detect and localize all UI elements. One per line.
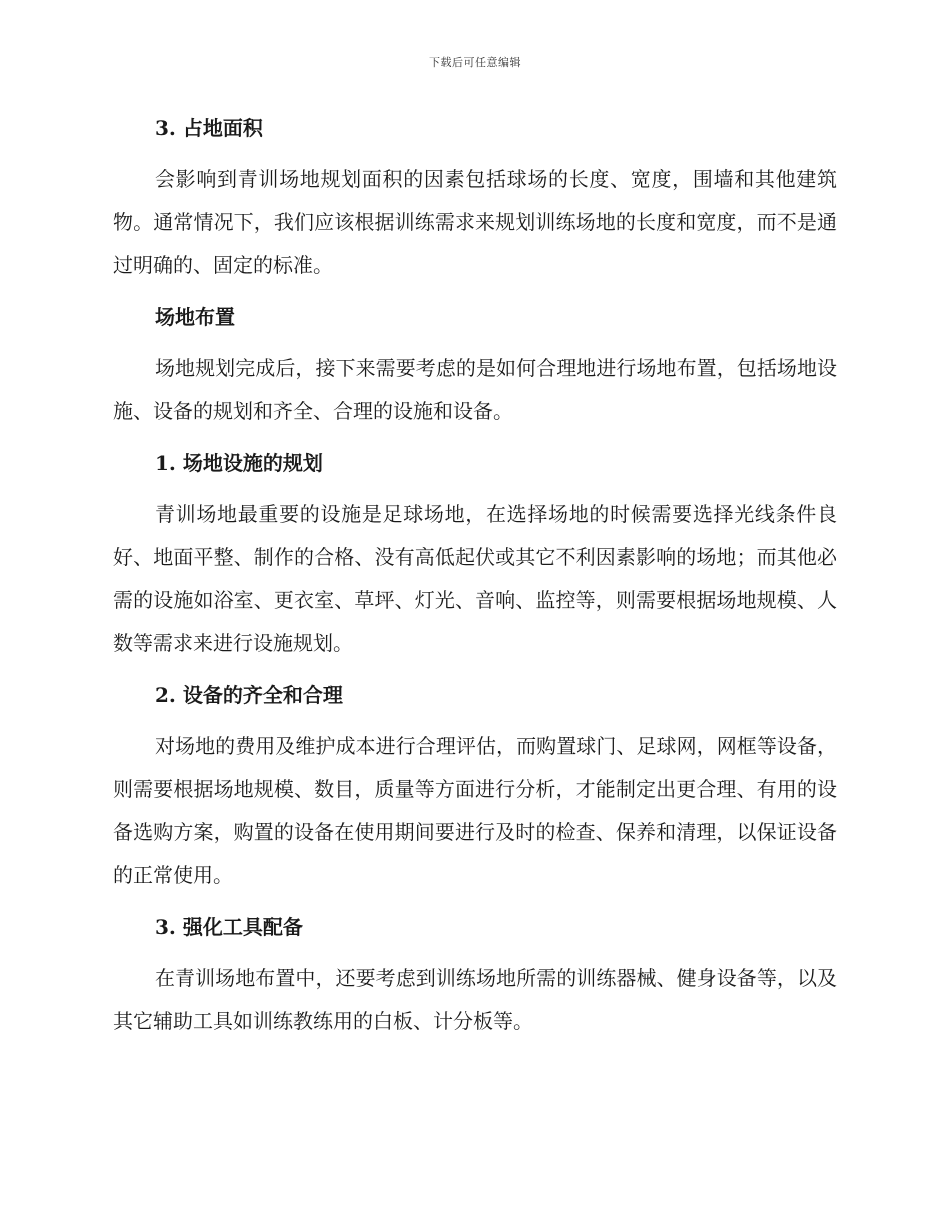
document-body <box>113 106 837 1051</box>
section-paragraph-land-area: 会影响到青训场地规划面积的因素包括球场的长度、宽度，围墙和其他建筑物。通常情况下，我们应该根据训练需求来规划训练场地的长度和宽度，而不是通过明确的、固定的标准。 <box>113 167 837 277</box>
section-paragraph-site-layout: 场地规划完成后，接下来需要考虑的是如何合理地进行场地布置，包括场地设施、设备的规划和齐全、合理的设施和设备。 <box>113 356 837 423</box>
section-paragraph-equipment: 对场地的费用及维护成本进行合理评估，而购置球门、足球网，网框等设备，则需要根据场地规模、数目，质量等方面进行分析，才能制定出更合理、有用的设备选购方案，购置的设备在使用期间要进行及时的检查、保养和清理，以保证设备的正常使用。 <box>113 734 837 887</box>
section-heading-tools: 3. 强化工具配备 <box>155 915 303 939</box>
section-paragraph-facility-planning: 青训场地最重要的设施是足球场地，在选择场地的时候需要选择光线条件良好、地面平整、制作的合格、没有高低起伏或其它不利因素影响的场地；而其他必需的设施如浴室、更衣室、草坪、灯光、音响、监控等，则需要根据场地规模、人数等需求来进行设施规划。 <box>113 502 837 655</box>
section-heading-facility-planning: 1. 场地设施的规划 <box>155 451 323 475</box>
header-note: 下载后可任意编辑 <box>429 56 521 69</box>
section-heading-site-layout: 场地布置 <box>155 305 235 329</box>
section-paragraph-tools: 在青训场地布置中，还要考虑到训练场地所需的训练器械、健身设备等，以及其它辅助工具如训练教练用的白板、计分板等。 <box>113 966 837 1033</box>
section-heading-land-area: 3. 占地面积 <box>155 116 263 140</box>
section-heading-equipment: 2. 设备的齐全和合理 <box>155 683 343 707</box>
